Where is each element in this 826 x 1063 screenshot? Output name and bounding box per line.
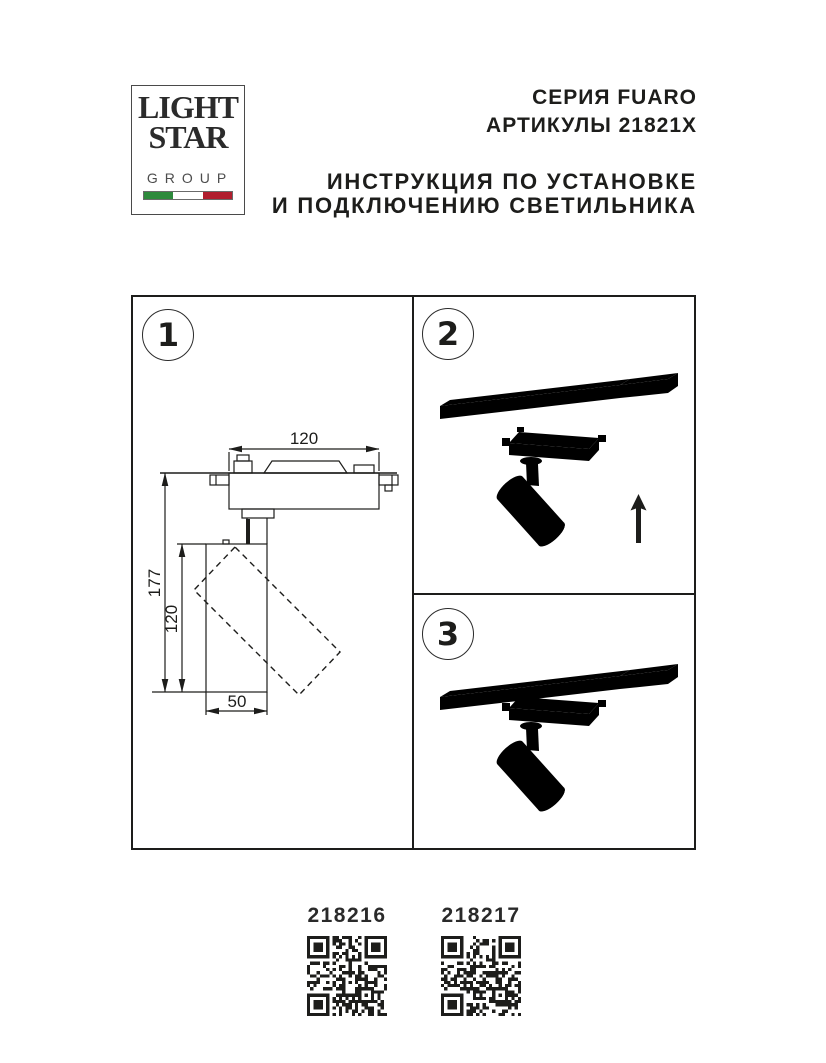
qr-code xyxy=(307,936,387,1016)
logo-word-star: STAR xyxy=(148,119,228,155)
instruction-title xyxy=(272,170,697,218)
flag-green-stripe xyxy=(144,192,173,199)
mounted-fixture-drawing xyxy=(414,595,698,852)
step-2-number: 2 xyxy=(436,315,460,353)
step-3-number: 3 xyxy=(436,615,460,653)
lightstar-logo xyxy=(131,85,245,215)
spotlight-drawing xyxy=(493,692,606,815)
flag-red-stripe xyxy=(203,192,232,199)
dim-total-height: 177 xyxy=(145,568,164,598)
logo-word-light: LIGHT xyxy=(138,89,238,125)
step-1-number: 1 xyxy=(156,316,180,354)
mounting-step-drawing xyxy=(414,297,698,595)
up-arrow-icon xyxy=(631,494,647,543)
header xyxy=(272,84,697,218)
dim-body-height: 120 xyxy=(162,604,181,634)
flag-white-stripe xyxy=(173,192,202,199)
dim-adapter-width: 120 xyxy=(289,429,319,448)
qr-code xyxy=(441,936,521,1016)
dim-body-width: 50 xyxy=(227,692,247,711)
dimension-drawing xyxy=(133,297,414,852)
instruction-line-2: И ПОДКЛЮЧЕНИЮ СВЕТИЛЬНИКА xyxy=(271,193,697,218)
logo-word-group: GROUP xyxy=(146,170,234,186)
spotlight-drawing xyxy=(493,427,606,550)
italian-flag-bar xyxy=(143,191,233,200)
diagram-grid xyxy=(131,295,696,850)
instruction-line-1: ИНСТРУКЦИЯ ПО УСТАНОВКЕ xyxy=(326,169,697,194)
series-title: СЕРИЯ FUARO xyxy=(532,86,697,109)
article-number: 218216 xyxy=(307,904,387,927)
articles-title: АРТИКУЛЫ 21821X xyxy=(486,114,697,137)
track-rail-drawing xyxy=(440,373,678,419)
article-number: 218217 xyxy=(441,904,521,927)
